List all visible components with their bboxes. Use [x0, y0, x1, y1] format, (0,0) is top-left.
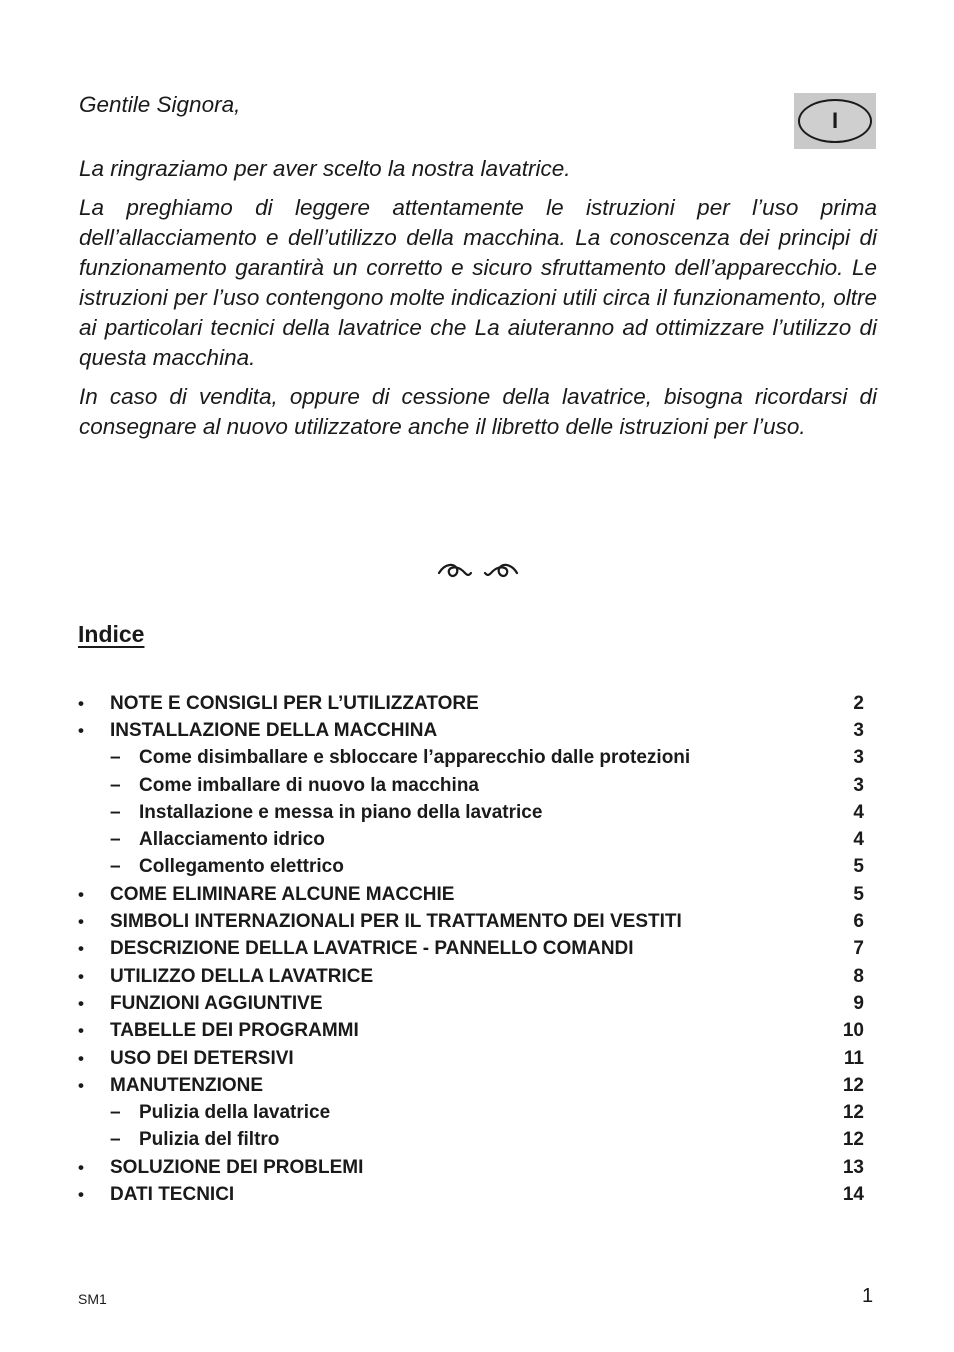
toc-label: MANUTENZIONE: [110, 1074, 264, 1096]
toc-entry: [78, 1018, 864, 1045]
toc-marker: •: [78, 966, 84, 986]
toc-entry: [78, 690, 864, 717]
toc-entry: [78, 908, 864, 935]
toc-marker: –: [110, 774, 121, 796]
toc-entry: [78, 717, 864, 744]
toc-label: DATI TECNICI: [110, 1183, 235, 1205]
toc-page-number: 3: [853, 747, 864, 769]
toc-entry: [78, 1127, 864, 1154]
toc-marker: –: [110, 829, 121, 851]
toc-label: Come imballare di nuovo la macchina: [139, 774, 479, 796]
toc-label: Pulizia della lavatrice: [139, 1102, 331, 1124]
toc-entry: [78, 854, 864, 881]
toc-label: Pulizia del filtro: [139, 1129, 280, 1151]
toc-entry: [78, 826, 864, 853]
toc-label: UTILIZZO DELLA LAVATRICE: [110, 965, 374, 987]
toc-label: DESCRIZIONE DELLA LAVATRICE - PANNELLO COMANDI: [110, 938, 634, 960]
toc-page-number: 2: [853, 692, 864, 714]
toc-marker: •: [78, 1021, 84, 1041]
toc-page-number: 4: [853, 801, 864, 823]
toc-page-number: 8: [853, 965, 864, 987]
intro-text: [79, 90, 877, 442]
toc-page-number: 9: [853, 992, 864, 1014]
toc-marker: •: [78, 1048, 84, 1068]
toc-page-number: 11: [843, 1047, 864, 1069]
toc-entry: [78, 1099, 864, 1126]
toc-page-number: 6: [853, 911, 864, 933]
toc-page-number: 13: [842, 1156, 864, 1178]
greeting: Gentile Signora,: [79, 92, 241, 117]
toc-label: FUNZIONI AGGIUNTIVE: [110, 992, 323, 1014]
toc-entry: [78, 990, 864, 1017]
toc-label: Collegamento elettrico: [139, 856, 344, 878]
intro-paragraph-2: In caso di vendita, oppure di cessione della lavatrice, bisogna ricordarsi di consegnare al nuovo utilizzatore anche il libretto delle istruzioni per l’uso.: [79, 384, 877, 439]
toc-page-number: 12: [842, 1102, 864, 1124]
toc-marker: •: [78, 993, 84, 1013]
toc-page-number: 4: [853, 829, 864, 851]
toc-marker: –: [110, 747, 121, 769]
toc-label: Allacciamento idrico: [139, 829, 325, 851]
toc-marker: •: [78, 912, 84, 932]
toc-page-number: 12: [842, 1074, 864, 1096]
toc-marker: •: [78, 1157, 84, 1177]
toc-marker: •: [78, 720, 84, 740]
toc-marker: •: [78, 693, 84, 713]
toc-entry: [78, 1072, 864, 1099]
toc-label: SOLUZIONE DEI PROBLEMI: [110, 1156, 364, 1178]
toc-entry: [78, 936, 864, 963]
toc-marker: •: [78, 884, 84, 904]
language-badge: [794, 93, 876, 149]
toc-entry: [78, 881, 864, 908]
toc-entry: [78, 1045, 864, 1072]
toc-entry: [78, 799, 864, 826]
toc-entry: [78, 1181, 864, 1208]
toc-label: USO DEI DETERSIVI: [110, 1047, 294, 1069]
ornament-divider-icon: [437, 557, 519, 587]
page-number: 1: [862, 1285, 874, 1307]
toc-page-number: 12: [842, 1129, 864, 1151]
toc-marker: –: [110, 801, 121, 823]
table-of-contents: [78, 690, 864, 1209]
toc-marker: •: [78, 939, 84, 959]
toc-page-number: 5: [853, 883, 864, 905]
toc-marker: •: [78, 1184, 84, 1204]
toc-entry: [78, 772, 864, 799]
toc-page-number: 10: [842, 1020, 864, 1042]
document-code: SM1: [78, 1291, 107, 1307]
toc-marker: –: [110, 1129, 121, 1151]
language-badge-label: I: [798, 99, 872, 143]
toc-label: SIMBOLI INTERNAZIONALI PER IL TRATTAMENTO DEI VESTITI: [110, 911, 682, 933]
toc-label: NOTE E CONSIGLI PER L’UTILIZZATORE: [110, 692, 479, 714]
toc-label: COME ELIMINARE ALCUNE MACCHIE: [110, 883, 455, 905]
index-title: Indice: [78, 621, 145, 647]
toc-entry: [78, 745, 864, 772]
toc-marker: –: [110, 856, 121, 878]
toc-label: Installazione e messa in piano della lavatrice: [139, 801, 543, 823]
toc-page-number: 14: [842, 1183, 864, 1205]
toc-marker: •: [78, 1075, 84, 1095]
toc-label: INSTALLAZIONE DELLA MACCHINA: [110, 719, 438, 741]
toc-page-number: 5: [853, 856, 864, 878]
toc-page-number: 7: [853, 938, 864, 960]
toc-marker: –: [110, 1102, 121, 1124]
toc-page-number: 3: [853, 774, 864, 796]
toc-entry: [78, 963, 864, 990]
toc-entry: [78, 1154, 864, 1181]
toc-label: Come disimballare e sbloccare l’apparecchio dalle protezioni: [139, 747, 691, 769]
intro-paragraph-1: La preghiamo di leggere attentamente le istruzioni per l’uso prima dell’allacciamento e dell’utilizzo della macchina. La conoscenza dei principi di funzionamento garantirà un corretto e sicuro sfruttamento dell’apparecchio. Le istruzioni per l’uso contengono molte indicazioni utili circa il funzionamento, oltre ai particolari tecnici della lavatrice che La aiuteranno ad ottimizzare l’utilizzo di questa macchina.: [79, 195, 877, 370]
toc-page-number: 3: [853, 719, 864, 741]
toc-label: TABELLE DEI PROGRAMMI: [110, 1020, 359, 1042]
thanks-line: La ringraziamo per aver scelto la nostra lavatrice.: [79, 156, 571, 181]
